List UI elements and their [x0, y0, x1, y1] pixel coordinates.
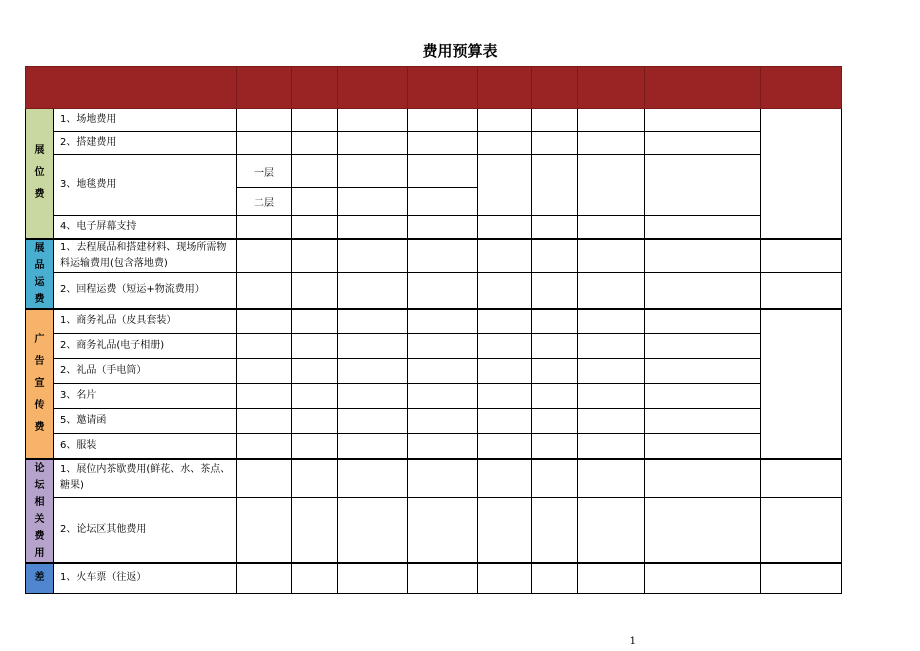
- category-booth: 展 位 费: [26, 109, 54, 239]
- cell[interactable]: [478, 563, 532, 594]
- cell[interactable]: [338, 239, 408, 273]
- cell[interactable]: [408, 384, 478, 409]
- cell[interactable]: [478, 155, 532, 216]
- cell[interactable]: [338, 309, 408, 334]
- header-cell: [237, 67, 292, 109]
- cell[interactable]: [237, 459, 292, 498]
- cell[interactable]: [408, 309, 478, 334]
- cell[interactable]: [292, 132, 338, 155]
- cell[interactable]: [478, 434, 532, 459]
- cell[interactable]: [578, 409, 645, 434]
- item-outbound: 1、去程展品和搭建材料、现场所需物料运输费用(包含落地费): [54, 239, 237, 273]
- cell[interactable]: [761, 109, 842, 239]
- item-venue: 1、场地费用: [54, 109, 237, 132]
- cell[interactable]: [578, 563, 645, 594]
- cell[interactable]: [478, 109, 532, 132]
- cell[interactable]: [532, 384, 578, 409]
- cell[interactable]: [237, 384, 292, 409]
- table-row: [26, 434, 842, 459]
- cell[interactable]: [761, 497, 842, 562]
- cell[interactable]: [292, 188, 338, 216]
- cell[interactable]: [645, 309, 761, 334]
- item-carpet-floor1: 一层: [237, 155, 292, 188]
- item-gift-leather: 1、商务礼品（皮具套装）: [54, 309, 237, 334]
- cell[interactable]: [408, 497, 478, 562]
- cell[interactable]: [761, 459, 842, 498]
- cell[interactable]: [237, 239, 292, 273]
- cell[interactable]: [408, 359, 478, 384]
- cell[interactable]: [338, 132, 408, 155]
- cell[interactable]: [292, 155, 338, 188]
- cell[interactable]: [338, 155, 408, 188]
- cell[interactable]: [478, 132, 532, 155]
- item-screen: 4、电子屏幕支持: [54, 216, 237, 239]
- category-promo: 广 告 宣 传 费: [26, 309, 54, 459]
- item-return: 2、回程运费（短运+物流费用）: [54, 273, 237, 309]
- cell[interactable]: [292, 273, 338, 309]
- cell[interactable]: [237, 434, 292, 459]
- item-invitation: 5、邀请函: [54, 409, 237, 434]
- table-header-row: [26, 67, 842, 109]
- cell[interactable]: [532, 334, 578, 359]
- cell[interactable]: [532, 155, 578, 216]
- table-row: [26, 334, 842, 359]
- cell[interactable]: [645, 359, 761, 384]
- item-build: 2、搭建费用: [54, 132, 237, 155]
- cell[interactable]: [408, 334, 478, 359]
- cell[interactable]: [292, 309, 338, 334]
- cell[interactable]: [478, 359, 532, 384]
- category-forum: 论 坛 相 关 费 用: [26, 459, 54, 563]
- table-row: [26, 563, 842, 594]
- cell[interactable]: [478, 216, 532, 239]
- cell[interactable]: [408, 434, 478, 459]
- header-cell: [761, 67, 842, 109]
- cell[interactable]: [645, 434, 761, 459]
- cell[interactable]: [408, 239, 478, 273]
- table-row: [26, 273, 842, 309]
- header-cell: [26, 67, 237, 109]
- cell[interactable]: [338, 273, 408, 309]
- table-row: [26, 384, 842, 409]
- cell[interactable]: [761, 563, 842, 594]
- cell[interactable]: [578, 309, 645, 334]
- table-row: [26, 109, 842, 132]
- header-cell: [645, 67, 761, 109]
- cell[interactable]: [532, 273, 578, 309]
- cell[interactable]: [292, 359, 338, 384]
- cell[interactable]: [645, 239, 761, 273]
- cell[interactable]: [532, 239, 578, 273]
- item-gift-frame: 2、商务礼品(电子相册): [54, 334, 237, 359]
- cell[interactable]: [292, 563, 338, 594]
- category-travel: 差: [26, 563, 54, 594]
- cell[interactable]: [292, 216, 338, 239]
- cell[interactable]: [408, 409, 478, 434]
- item-forum-other: 2、论坛区其他费用: [54, 497, 237, 562]
- cell[interactable]: [578, 109, 645, 132]
- cell[interactable]: [645, 216, 761, 239]
- cell[interactable]: [645, 563, 761, 594]
- cell[interactable]: [237, 409, 292, 434]
- cell[interactable]: [237, 216, 292, 239]
- cell[interactable]: [237, 109, 292, 132]
- item-carpet: 3、地毯费用: [54, 155, 237, 216]
- cell[interactable]: [761, 273, 842, 309]
- cell[interactable]: [578, 334, 645, 359]
- table-row: [26, 155, 842, 188]
- cell[interactable]: [532, 434, 578, 459]
- table-row: [26, 359, 842, 384]
- cell[interactable]: [532, 497, 578, 562]
- item-gift-torch: 2、礼品（手电筒）: [54, 359, 237, 384]
- table-row: [26, 216, 842, 239]
- cell[interactable]: [292, 109, 338, 132]
- cell[interactable]: [478, 409, 532, 434]
- cell[interactable]: [578, 132, 645, 155]
- cell[interactable]: [645, 334, 761, 359]
- cell[interactable]: [645, 132, 761, 155]
- cell[interactable]: [237, 334, 292, 359]
- table-row: [26, 239, 842, 273]
- cell[interactable]: [578, 155, 645, 216]
- cell[interactable]: [578, 216, 645, 239]
- table-row: [26, 459, 842, 498]
- cell[interactable]: [338, 384, 408, 409]
- cell[interactable]: [578, 273, 645, 309]
- item-refreshments: 1、展位内茶歇费用(鲜花、水、茶点、糖果): [54, 459, 237, 498]
- table-row: [26, 497, 842, 562]
- header-cell: [578, 67, 645, 109]
- cell[interactable]: [645, 273, 761, 309]
- cell[interactable]: [237, 273, 292, 309]
- item-cards: 3、名片: [54, 384, 237, 409]
- cell[interactable]: [338, 109, 408, 132]
- header-cell: [292, 67, 338, 109]
- cell[interactable]: [578, 359, 645, 384]
- header-cell: [338, 67, 408, 109]
- cell[interactable]: [292, 239, 338, 273]
- cell[interactable]: [478, 384, 532, 409]
- cell[interactable]: [338, 359, 408, 384]
- cell[interactable]: [532, 216, 578, 239]
- item-train: 1、火车票（往返）: [54, 563, 237, 594]
- cell[interactable]: [578, 384, 645, 409]
- cell[interactable]: [338, 216, 408, 239]
- cell[interactable]: [408, 563, 478, 594]
- cell[interactable]: [578, 434, 645, 459]
- cell[interactable]: [292, 497, 338, 562]
- cell[interactable]: [408, 273, 478, 309]
- cell[interactable]: [292, 459, 338, 498]
- table-row: [26, 309, 842, 334]
- cell[interactable]: [645, 409, 761, 434]
- cell[interactable]: [292, 409, 338, 434]
- cell[interactable]: [237, 497, 292, 562]
- cell[interactable]: [338, 434, 408, 459]
- cell[interactable]: [645, 384, 761, 409]
- page-number: 1: [629, 636, 636, 647]
- cell[interactable]: [292, 434, 338, 459]
- cell[interactable]: [338, 459, 408, 498]
- cell[interactable]: [338, 497, 408, 562]
- cell[interactable]: [338, 409, 408, 434]
- cell[interactable]: [237, 132, 292, 155]
- cell[interactable]: [408, 155, 478, 188]
- cell[interactable]: [292, 384, 338, 409]
- category-shipping: 展 品 运 费: [26, 239, 54, 309]
- cell[interactable]: [338, 334, 408, 359]
- cell[interactable]: [338, 188, 408, 216]
- item-clothing: 6、服装: [54, 434, 237, 459]
- cell[interactable]: [338, 563, 408, 594]
- header-cell: [478, 67, 532, 109]
- cell[interactable]: [478, 459, 532, 498]
- budget-table: [25, 66, 842, 594]
- item-carpet-floor2: 二层: [237, 188, 292, 216]
- header-cell: [408, 67, 478, 109]
- cell[interactable]: [532, 409, 578, 434]
- cell[interactable]: [408, 188, 478, 216]
- cell[interactable]: [532, 459, 578, 498]
- cell[interactable]: [478, 334, 532, 359]
- cell[interactable]: [478, 497, 532, 562]
- cell[interactable]: [478, 239, 532, 273]
- cell[interactable]: [761, 309, 842, 459]
- cell[interactable]: [408, 109, 478, 132]
- cell[interactable]: [408, 132, 478, 155]
- cell[interactable]: [237, 309, 292, 334]
- cell[interactable]: [478, 273, 532, 309]
- cell[interactable]: [408, 459, 478, 498]
- cell[interactable]: [237, 359, 292, 384]
- cell[interactable]: [532, 109, 578, 132]
- cell[interactable]: [532, 132, 578, 155]
- cell[interactable]: [578, 239, 645, 273]
- cell[interactable]: [761, 239, 842, 273]
- cell[interactable]: [237, 563, 292, 594]
- cell[interactable]: [408, 216, 478, 239]
- cell[interactable]: [578, 497, 645, 562]
- cell[interactable]: [645, 155, 761, 216]
- cell[interactable]: [292, 334, 338, 359]
- cell[interactable]: [478, 309, 532, 334]
- header-cell: [532, 67, 578, 109]
- cell[interactable]: [532, 309, 578, 334]
- cell[interactable]: [532, 563, 578, 594]
- cell[interactable]: [532, 359, 578, 384]
- table-row: [26, 409, 842, 434]
- cell[interactable]: [578, 459, 645, 498]
- table-row: [26, 132, 842, 155]
- page-title: 费用预算表: [422, 42, 498, 60]
- cell[interactable]: [645, 497, 761, 562]
- cell[interactable]: [645, 459, 761, 498]
- cell[interactable]: [645, 109, 761, 132]
